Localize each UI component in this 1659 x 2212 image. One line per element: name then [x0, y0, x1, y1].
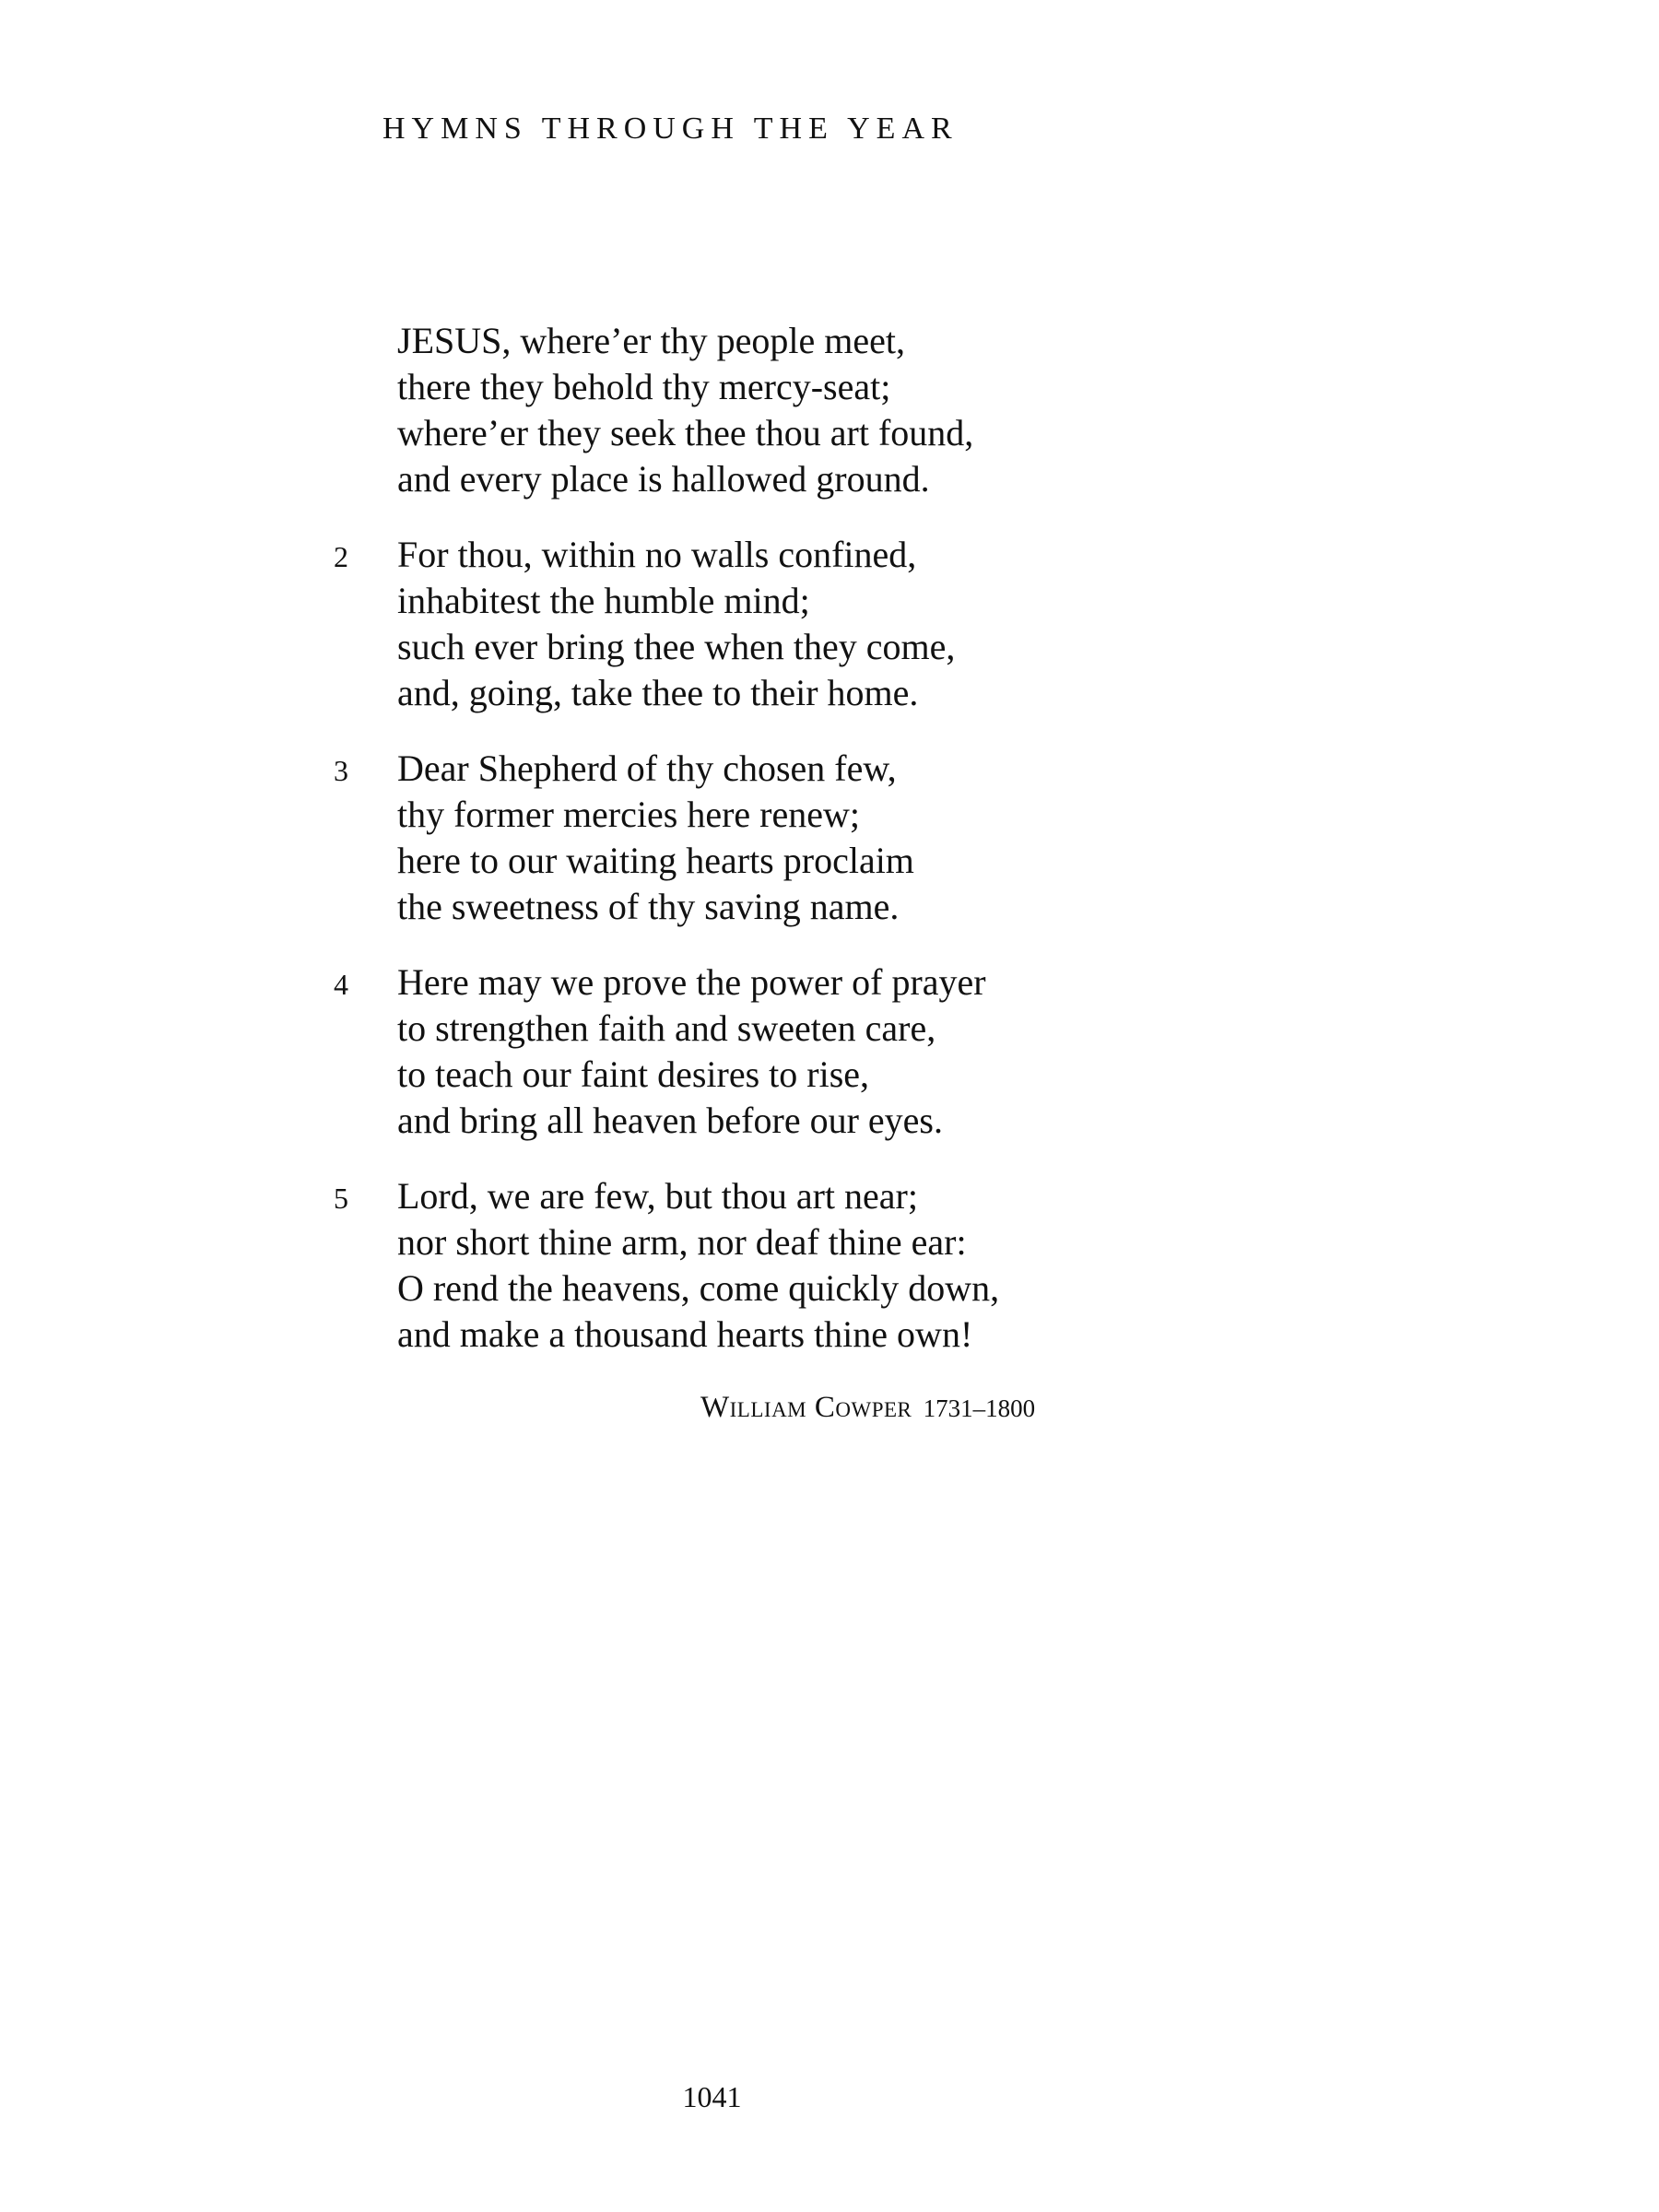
verse-lines — [397, 746, 1659, 930]
verse-number: 5 — [334, 1182, 348, 1215]
page-number: 1041 — [682, 2080, 742, 2113]
verse-number: 2 — [334, 540, 348, 573]
verse-line: and every place is hallowed ground. — [397, 458, 930, 500]
verse-lines — [397, 318, 1659, 502]
verse-line: For thou, within no walls confined, — [397, 534, 917, 575]
author-dates: 1731–1800 — [923, 1394, 1036, 1422]
verse-line: and, going, take thee to their home. — [397, 672, 919, 713]
verse-line: O rend the heavens, come quickly down, — [397, 1267, 1000, 1309]
verse-number: 4 — [334, 968, 348, 1001]
verse-lines — [397, 1173, 1659, 1358]
hymn-text — [0, 318, 1659, 1387]
verse-line: nor short thine arm, nor deaf thine ear: — [397, 1221, 967, 1263]
verse-line: Dear Shepherd of thy chosen few, — [397, 747, 897, 789]
verse-line: here to our waiting hearts proclaim — [397, 840, 914, 881]
hymn-attribution — [700, 1387, 1035, 1429]
verse-line: where’er they seek thee thou art found, — [397, 412, 974, 453]
verse-line: thy former mercies here renew; — [397, 794, 860, 835]
verse-line: inhabitest the humble mind; — [397, 580, 810, 621]
verse-line: Lord, we are few, but thou art near; — [397, 1175, 918, 1217]
verse-lines — [397, 532, 1659, 716]
verse-line: to strengthen faith and sweeten care, — [397, 1007, 936, 1049]
verse-line: and make a thousand hearts thine own! — [397, 1313, 973, 1355]
verse-line: Here may we prove the power of prayer — [397, 961, 986, 1003]
verse-line: JESUS, where’er thy people meet, — [397, 320, 905, 361]
verse-2 — [0, 532, 1659, 716]
verse-line: and bring all heaven before our eyes. — [397, 1100, 943, 1141]
verse-4 — [0, 959, 1659, 1144]
verse-lines — [397, 959, 1659, 1144]
running-head: HYMNS THROUGH THE YEAR — [382, 112, 959, 146]
verse-line: to teach our faint desires to rise, — [397, 1053, 870, 1095]
verse-line: such ever bring thee when they come, — [397, 626, 956, 667]
verse-3 — [0, 746, 1659, 930]
verse-5 — [0, 1173, 1659, 1358]
verse-line: there they behold thy mercy-seat; — [397, 366, 891, 407]
author-name: William Cowper — [700, 1391, 912, 1424]
verse-line: the sweetness of thy saving name. — [397, 886, 900, 927]
verse-1 — [0, 318, 1659, 502]
verse-number: 3 — [334, 754, 348, 787]
